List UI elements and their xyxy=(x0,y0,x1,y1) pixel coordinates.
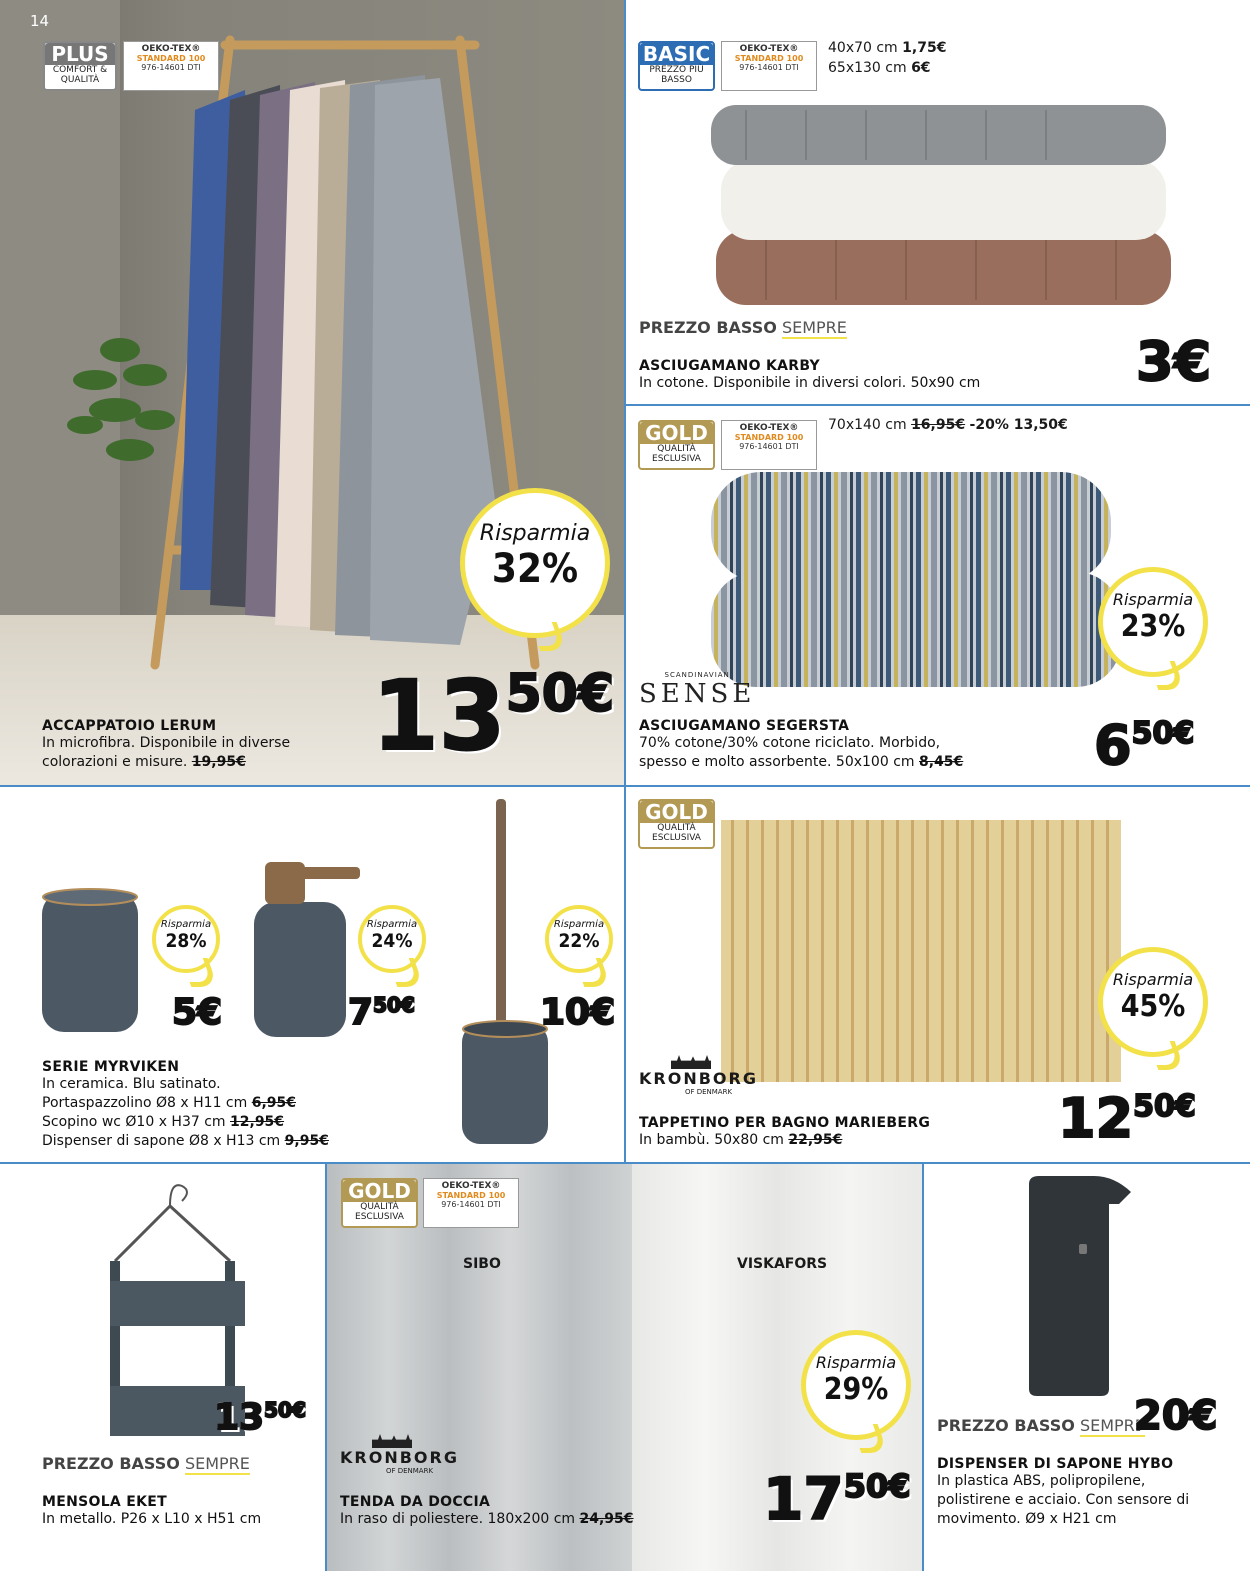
savings-bubble: Risparmia 32% xyxy=(460,488,610,638)
oeko-tex-label: OEKO-TEX® STANDARD 100 976-14601 DTI xyxy=(423,1178,519,1228)
oeko-tex-label: OEKO-TEX® STANDARD 100 976-14601 DTI xyxy=(721,41,817,91)
product-info: TAPPETINO PER BAGNO MARIEBERG In bambù. 50x80 cm 22,95€ xyxy=(639,1115,931,1148)
product-info: MENSOLA EKET In metallo. P26 x L10 x H51 cm xyxy=(42,1494,262,1527)
savings-bubble-3: Risparmia 22% xyxy=(545,905,613,973)
towels-illustration xyxy=(706,100,1176,310)
divider xyxy=(624,404,1250,406)
eket-section xyxy=(0,1164,325,1571)
savings-bubble: Risparmia 45% xyxy=(1098,947,1208,1057)
price-tag-3: 10€ xyxy=(540,992,616,1033)
price-tag: 1350€ xyxy=(214,1397,306,1438)
product-info: ASCIUGAMANO SEGERSTA 70% cotone/30% cotone riciclato. Morbido, spesso e molto assorbente. 50x100 cm 8,45€ xyxy=(639,718,964,770)
gold-quality-badge: GOLD QUALITÀ ESCLUSIVA xyxy=(341,1178,418,1228)
page-number: 14 xyxy=(30,12,50,30)
savings-bubble: Risparmia 23% xyxy=(1098,567,1208,677)
price-tag: 1350€ xyxy=(372,660,615,772)
automatic-soap-dispenser-illustration xyxy=(1019,1174,1139,1399)
bamboo-mat-illustration xyxy=(721,820,1121,1082)
badge-sub: COMFORT & QUALITÀ xyxy=(52,65,108,85)
divider xyxy=(325,1162,327,1571)
oeko-tex-label: OEKO-TEX® STANDARD 100 976-14601 DTI xyxy=(721,420,817,470)
castle-icon xyxy=(671,1055,711,1069)
savings-bubble-2: Risparmia 24% xyxy=(358,905,426,973)
wall-panel xyxy=(0,0,120,615)
kronborg-logo: KRONBORG OF DENMARK xyxy=(639,1055,758,1096)
gold-quality-badge: GOLD QUALITÀ ESCLUSIVA xyxy=(638,420,715,470)
curtain-section xyxy=(327,1164,922,1571)
variant-label-sibo: SIBO xyxy=(463,1256,501,1272)
prezzo-basso-logo: PREZZO BASSO SEMPRE xyxy=(42,1454,250,1473)
price-tag: 650€ xyxy=(1094,714,1195,777)
bathrobe-section xyxy=(0,0,624,785)
product-title: ACCAPPATOIO LERUM xyxy=(42,718,217,734)
product-info: ACCAPPATOIO LERUM In microfibra. Disponibile in diverse colorazioni e misure. 19,95€ xyxy=(42,718,291,770)
product-info: DISPENSER DI SAPONE HYBO In plastica ABS, polipropilene, polistirene e acciaio. Con sensore di movimento. Ø9 x H21 cm xyxy=(937,1456,1190,1527)
variant-label-viskafors: VISKAFORS xyxy=(737,1256,828,1272)
price-tag: 3€ xyxy=(1136,330,1212,393)
size-price-list: 40x70 cm 1,75€ 65x130 cm 6€ xyxy=(828,40,947,76)
scandinavian-sense-logo: SCANDINAVIAN SENSE xyxy=(639,671,756,709)
product-info: TENDA DA DOCCIA In raso di poliestere. 180x200 cm 24,95€ xyxy=(340,1494,634,1527)
price-tag-2: 750€ xyxy=(348,992,415,1033)
soap-dispenser-illustration xyxy=(250,862,360,1042)
price-tag: 1250€ xyxy=(1058,1087,1196,1150)
divider xyxy=(624,0,626,1164)
toilet-brush-illustration xyxy=(460,799,550,1149)
price-tag: 1750€ xyxy=(763,1465,911,1533)
castle-icon xyxy=(372,1434,412,1448)
product-info: SERIE MYRVIKEN In ceramica. Blu satinato. Portaspazzolino Ø8 x H11 cm 6,95€ Scopino wc Ø10 x H37 cm 12,95€ Dispenser di sapone Ø8 x H13 cm 9,95€ xyxy=(42,1059,329,1149)
kronborg-logo: KRONBORG OF DENMARK xyxy=(340,1434,459,1475)
striped-towel-illustration xyxy=(706,462,1126,692)
price-tag-1: 5€ xyxy=(172,992,223,1033)
product-info: ASCIUGAMANO KARBY In cotone. Disponibile in diversi colori. 50x90 cm xyxy=(639,358,981,391)
plus-quality-badge xyxy=(43,41,117,91)
basic-price-badge: BASIC PREZZO PIÙ BASSO xyxy=(638,41,715,91)
badge-main: PLUS xyxy=(45,43,115,65)
toothbrush-holder-illustration xyxy=(40,887,140,1037)
savings-bubble-1: Risparmia 28% xyxy=(152,905,220,973)
karby-section xyxy=(626,0,1250,405)
segersta-section xyxy=(626,407,1250,785)
prezzo-basso-logo: PREZZO BASSO SEMPRE xyxy=(937,1416,1145,1435)
divider xyxy=(922,1162,924,1571)
variant-price: 70x140 cm 16,95€ -20% 13,50€ xyxy=(828,417,1068,433)
hybo-section xyxy=(924,1164,1250,1571)
savings-bubble: Risparmia 29% xyxy=(801,1330,911,1440)
prezzo-basso-logo: PREZZO BASSO SEMPRE xyxy=(639,318,847,337)
gold-quality-badge: GOLD QUALITÀ ESCLUSIVA xyxy=(638,799,715,849)
oeko-tex-label: OEKO-TEX® STANDARD 100 976-14601 DTI xyxy=(123,41,219,91)
price-tag: 20€ xyxy=(1134,1393,1218,1439)
myrviken-section xyxy=(0,787,624,1162)
marieberg-section xyxy=(626,787,1250,1162)
old-price: 19,95€ xyxy=(191,754,246,770)
